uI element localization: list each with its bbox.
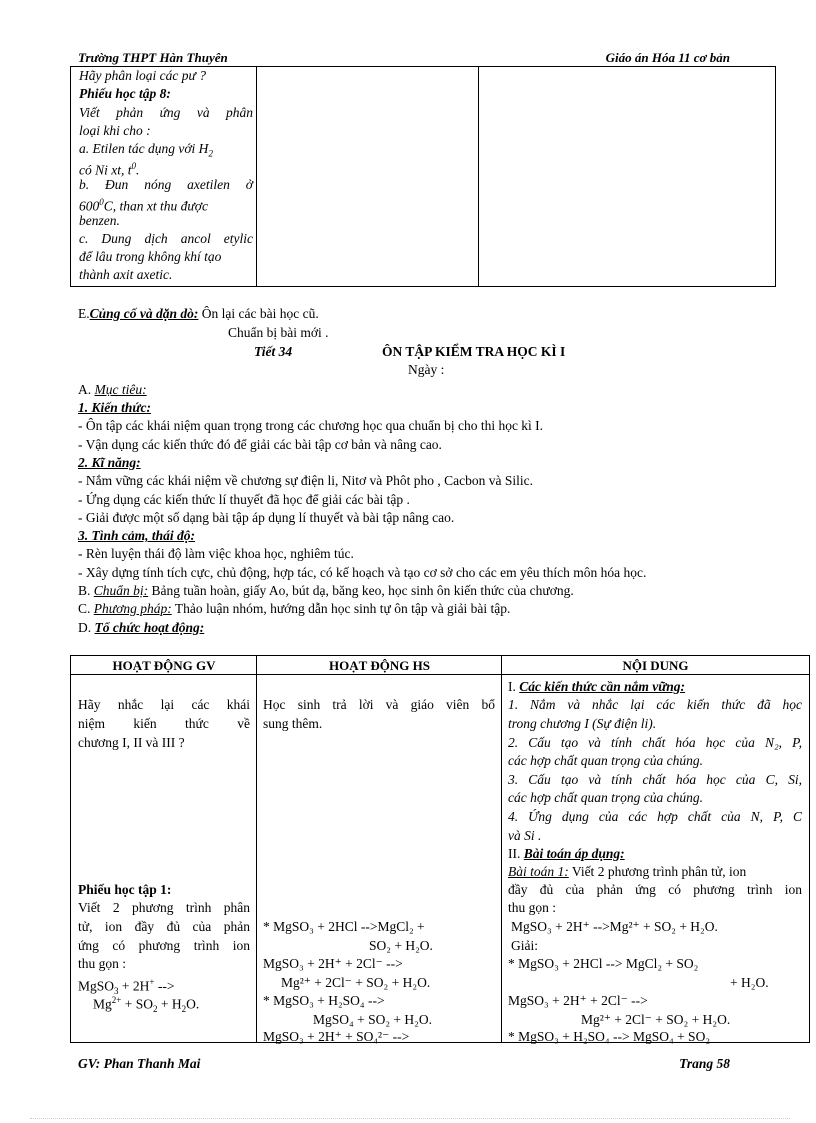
preparation: B. Chuẩn bị: Bảng tuần hoàn, giấy Ao, bút dạ, băng keo, học sinh ôn kiến thức của chương. xyxy=(78,583,574,598)
method: C. Phương pháp: Thảo luận nhóm, hướng dẫn học sinh tự ôn tập và giải bài tập. xyxy=(78,601,511,616)
hs-equation: MgSO₃ + 2H⁺ + SO₄²⁻ --> xyxy=(263,1029,410,1044)
knowledge-heading: 1. Kiến thức: xyxy=(78,400,151,415)
gv-text: Hãy nhắc lại các khái xyxy=(78,697,250,712)
knowledge-item: - Vận dụng các kiến thức đó để giải các bài tập cơ bản và nâng cao. xyxy=(78,437,442,452)
content-equation: + H₂O. xyxy=(730,975,769,990)
worksheet-table xyxy=(70,66,776,287)
worksheet-line: c. Dung dịch ancol etylic xyxy=(79,231,253,246)
hs-equation: MgSO₄ + SO₂ + H₂O. xyxy=(313,1012,432,1027)
page-edge xyxy=(30,1118,790,1119)
gv-equation: MgSO$_3$ + 2H+ --> xyxy=(78,977,175,997)
content-line: đầy đủ của phản ứng có phương trình ion xyxy=(508,882,802,897)
content-line: 2. Cấu tạo và tính chất hóa học của N₂, P, xyxy=(508,735,802,750)
skills-item: - Ứng dụng các kiến thức lí thuyết đã học để giải các bài tập . xyxy=(78,492,410,507)
skills-item: - Nắm vững các khái niệm về chương sự điện li, Nitơ và Phôt pho , Cacbon và Silic. xyxy=(78,473,534,488)
content-line: 3. Cấu tạo và tính chất hóa học của C, Si, xyxy=(508,772,802,787)
gv-column xyxy=(71,67,257,286)
section-e: E.Củng cố và dặn dò: Ôn lại các bài học cũ. xyxy=(78,306,319,321)
gv-equation: $Mg^{2+} + SO_2 + H_2O$. xyxy=(93,995,200,1015)
lesson-title: ÔN TẬP KIỂM TRA HỌC KÌ I xyxy=(382,344,566,359)
content-equation: MgSO₃ + 2H⁺ + 2Cl⁻ --> xyxy=(508,993,648,1008)
hs-text: Học sinh trả lời và giáo viên bổ xyxy=(263,697,495,712)
gv-text: tử, ion đầy đủ của phản xyxy=(78,919,250,934)
content-line: 1. Nắm và nhắc lại các kiến thức đã học xyxy=(508,697,802,712)
content-section-i: I. Các kiến thức cần nắm vững: xyxy=(508,679,686,694)
gv-text: ứng có phương trình ion xyxy=(78,938,250,953)
worksheet-line: $600^0C$, than xt thu được xyxy=(79,197,208,214)
hs-column xyxy=(257,67,479,286)
col-header-hs: HOẠT ĐỘNG HS xyxy=(329,658,430,673)
hs-equation: MgSO₃ + 2H⁺ + 2Cl⁻ --> xyxy=(263,956,403,971)
worksheet-line: Viết phản ứng và phân xyxy=(79,105,253,120)
hs-equation: SO₂ + H₂O. xyxy=(369,938,433,953)
knowledge-item: - Ôn tập các khái niệm quan trọng trong các chương học qua chuẩn bị cho thi học kì I. xyxy=(78,418,544,433)
content-line: và Si . xyxy=(508,828,542,843)
content-equation: * MgSO₃ + H₂SO₄ --> MgSO₄ + SO₂ xyxy=(508,1029,711,1044)
content-line: 4. Ứng dụng của các hợp chất của N, P, C xyxy=(508,809,802,824)
content-equation: * MgSO₃ + 2HCl --> MgCl₂ + SO₂ xyxy=(508,956,699,971)
worksheet-line: benzen. xyxy=(79,213,120,228)
activities-table xyxy=(70,655,810,1043)
gv-activity-column xyxy=(71,656,257,1042)
hs-text: sung thêm. xyxy=(263,716,323,731)
hs-equation: Mg²⁺ + 2Cl⁻ + SO₂ + H₂O. xyxy=(281,975,431,990)
lesson-plan-title: Giáo án Hóa 11 cơ bản xyxy=(605,50,730,65)
worksheet-line: b. Đun nóng axetilen ở xyxy=(79,177,253,192)
objectives-heading: A. Mục tiêu: xyxy=(78,382,147,397)
teacher-name: GV: Phan Thanh Mai xyxy=(78,1056,201,1071)
content-equation: Mg²⁺ + 2Cl⁻ + SO₂ + H₂O. xyxy=(581,1012,731,1027)
activities-heading: D. Tổ chức hoạt động: xyxy=(78,620,205,635)
worksheet-line: có Ni xt, $t^0$. xyxy=(79,161,140,178)
col-header-content: NỘI DUNG xyxy=(622,658,689,673)
col-header-gv: HOẠT ĐỘNG GV xyxy=(112,658,216,673)
section-e-next: Chuẩn bị bài mới . xyxy=(228,325,329,340)
worksheet-line: thành axit axetic. xyxy=(79,267,173,282)
gv-text: niệm kiến thức về xyxy=(78,716,250,731)
content-equation: Giải: xyxy=(511,938,538,953)
skills-heading: 2. Kĩ năng: xyxy=(78,455,141,470)
attitude-heading: 3. Tình cảm, thái độ: xyxy=(78,528,196,543)
page-header xyxy=(78,50,730,67)
gv-text: Viết 2 phương trình phân xyxy=(78,900,250,915)
content-line: thu gọn : xyxy=(508,900,557,915)
worksheet-line: a. Etilen tác dụng với $H_2$ xyxy=(79,141,213,159)
hs-equation: * MgSO₃ + H₂SO₄ --> xyxy=(263,993,385,1008)
content-section-ii: II. Bài toán áp dụng: xyxy=(508,846,625,861)
page-number: Trang 58 xyxy=(679,1056,730,1071)
gv-worksheet-title: Phiếu học tập 1: xyxy=(78,882,172,897)
worksheet-line: để lâu trong không khí tạo xyxy=(79,249,222,264)
content-equation: MgSO₃ + 2H⁺ -->Mg²⁺ + SO₂ + H₂O. xyxy=(511,919,718,934)
header-divider xyxy=(71,674,809,675)
content-line: trong chương I (Sự điện li). xyxy=(508,716,657,731)
hs-equation: * MgSO₃ + 2HCl -->MgCl₂ + xyxy=(263,919,425,934)
worksheet-line: loại khi cho : xyxy=(79,123,151,138)
worksheet-title: Phiếu học tập 8: xyxy=(79,86,171,101)
lesson-period: Tiết 34 xyxy=(254,344,293,359)
school-name: Trường THPT Hàn Thuyên xyxy=(78,50,228,65)
attitude-item: - Xây dựng tính tích cực, chủ động, hợp tác, có kế hoạch và tạo cơ sở cho các em yêu thích môn hóa học. xyxy=(78,565,647,580)
question-text: Hãy phân loại các pư ? xyxy=(79,68,206,83)
gv-text: thu gọn : xyxy=(78,956,127,971)
skills-item: - Giải được một số dạng bài tập áp dụng lí thuyết và bài tập nâng cao. xyxy=(78,510,455,525)
hs-activity-column xyxy=(257,656,502,1042)
attitude-item: - Rèn luyện thái độ làm việc khoa học, nghiêm túc. xyxy=(78,546,354,561)
lesson-date: Ngày : xyxy=(408,362,445,377)
gv-text: chương I, II và III ? xyxy=(78,735,185,750)
exercise-1: Bài toán 1: Viết 2 phương trình phân tử, ion xyxy=(508,864,747,879)
content-line: các hợp chất quan trọng của chúng. xyxy=(508,753,704,768)
content-line: các hợp chất quan trọng của chúng. xyxy=(508,790,704,805)
